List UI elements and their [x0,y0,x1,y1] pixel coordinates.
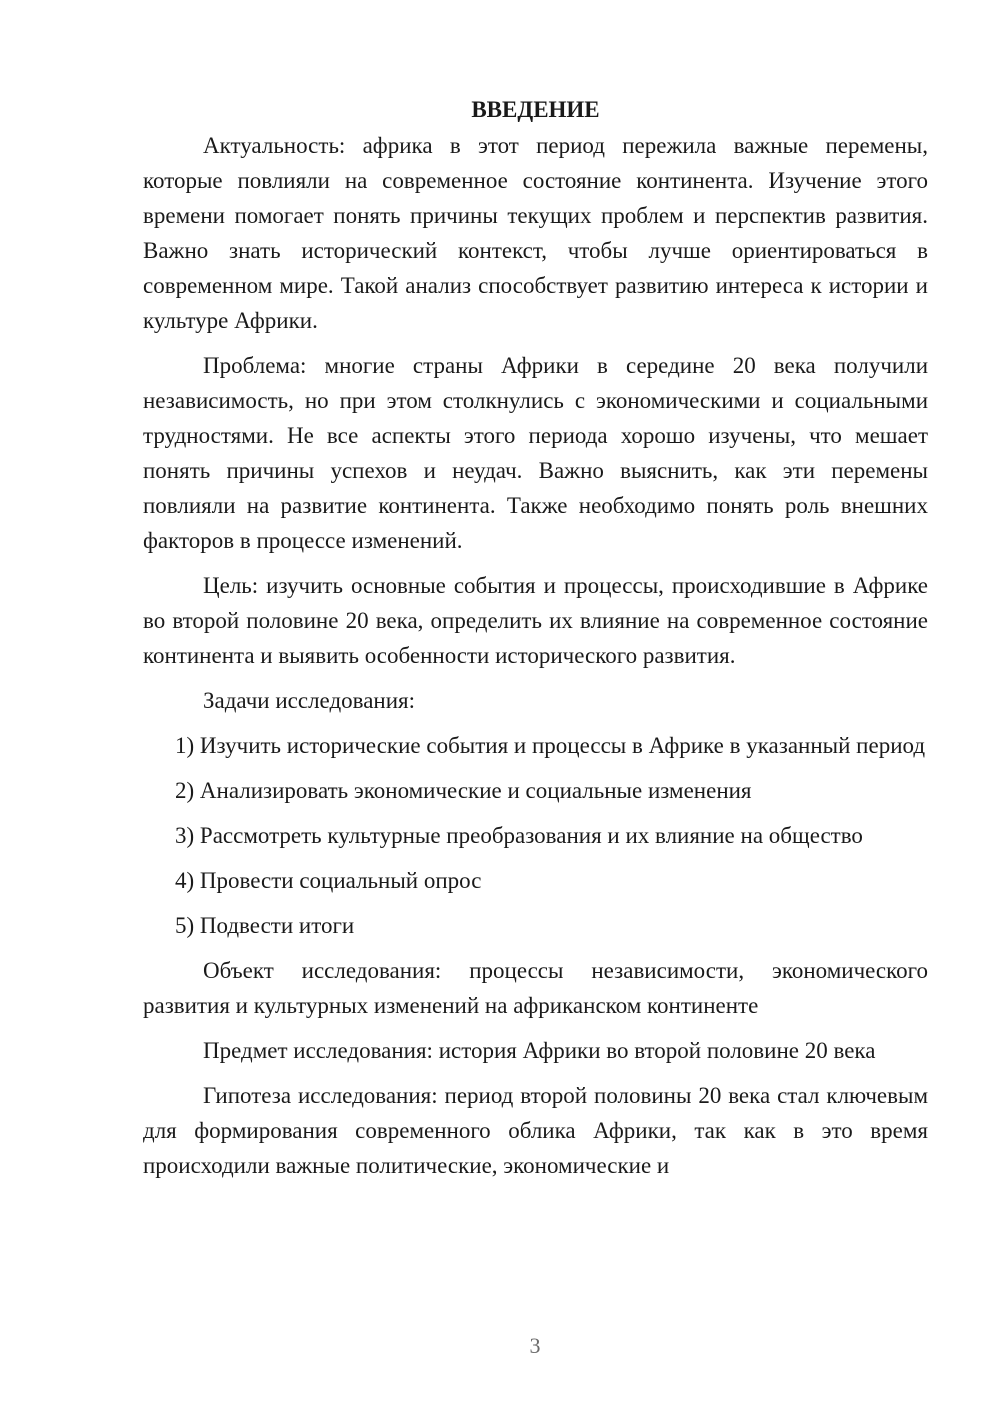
paragraph-object: Объект исследования: процессы независимости, экономического развития и культурных изменений на африканском континенте [143,958,928,1018]
paragraph-hypothesis: Гипотеза исследования: период второй половины 20 века стал ключевым для формирования современного облика Африки, так как в это время происходили важные политические, экономические и [143,1083,928,1178]
paragraph-goal: Цель: изучить основные события и процессы, происходившие в Африке во второй половине 20 века, определить их влияние на современное состояние континента и выявить особенности исторического развития. [143,573,928,668]
paragraph-tasks-heading: Задачи исследования: [203,688,416,713]
list-item: 4) Провести социальный опрос [175,868,482,893]
page-number: 3 [529,1333,541,1358]
tasks-list [143,728,928,943]
section-title: ВВЕДЕНИЕ [471,97,600,122]
paragraph-subject: Предмет исследования: история Африки во второй половине 20 века [203,1038,876,1063]
paragraph-relevance: Актуальность: африка в этот период пережила важные перемены, которые повлияли на современное состояние континента. Изучение этого времени помогает понять причины текущих проблем и перспектив развития. Важно знать исторический контекст, чтобы лучше ориентироваться в современном мире. Такой анализ способствует развитию интереса к истории и культуре Африки. [143,133,928,333]
list-item: 2) Анализировать экономические и социальные изменения [175,778,752,803]
list-item: 5) Подвести итоги [175,913,355,938]
list-item: 3) Рассмотреть культурные преобразования и их влияние на общество [175,823,863,848]
document-page [143,92,928,1193]
list-item: 1) Изучить исторические события и процессы в Африке в указанный период [175,733,926,758]
paragraph-problem: Проблема: многие страны Африки в середине 20 века получили независимость, но при этом столкнулись с экономическими и социальными трудностями. Не все аспекты этого периода хорошо изучены, что мешает понять причины успехов и неудач. Важно выяснить, как эти перемены повлияли на развитие континента. Также необходимо понять роль внешних факторов в процессе изменений. [143,353,928,553]
